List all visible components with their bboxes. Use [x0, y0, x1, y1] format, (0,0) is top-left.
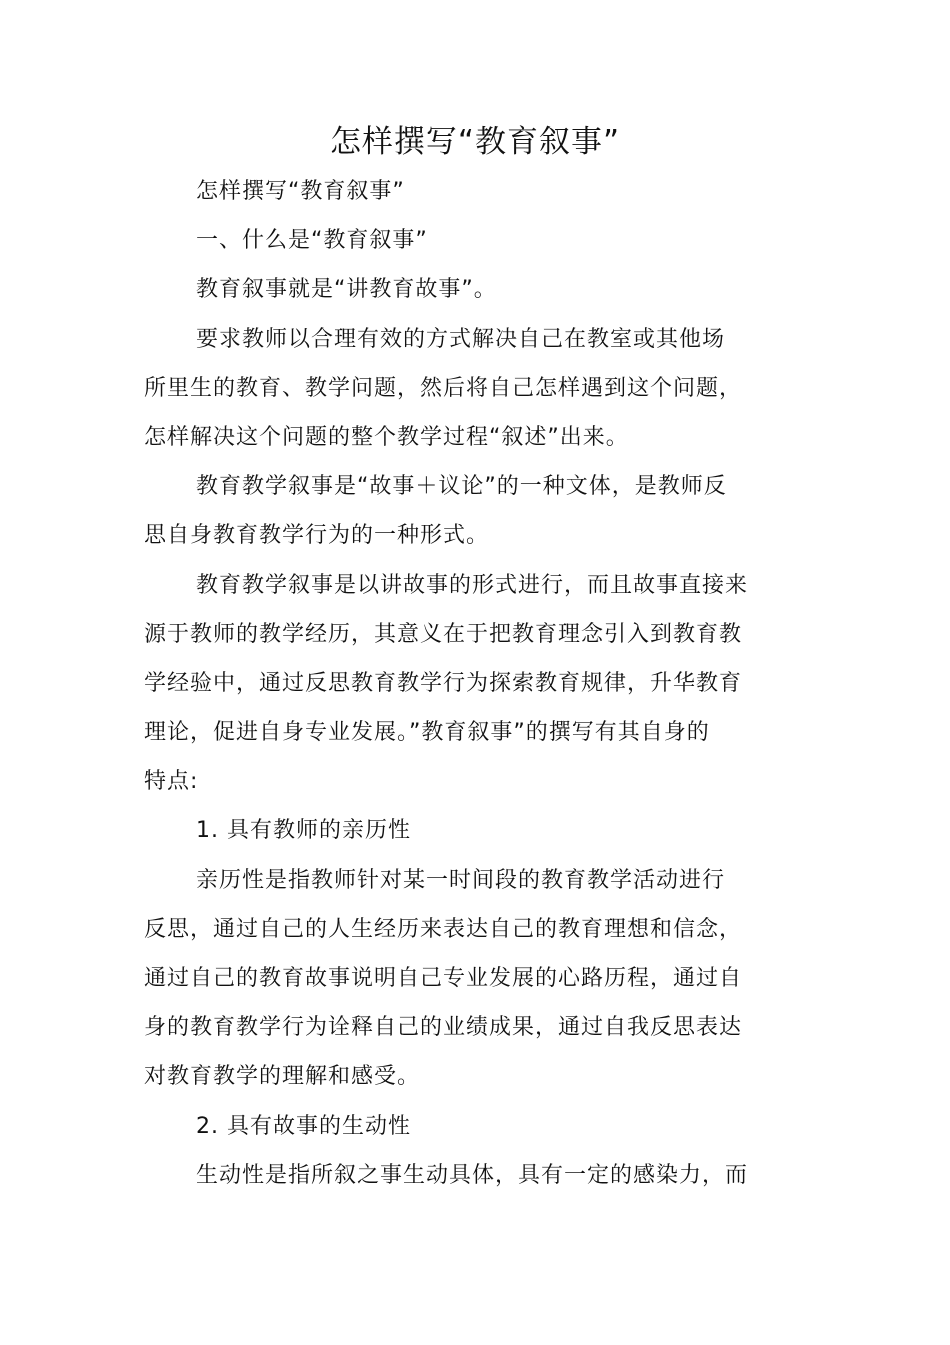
text-line: 源于教师的教学经历，其意义在于把教育理念引入到教育教: [144, 621, 743, 647]
text-line: 2. 具有故事的生动性: [196, 1113, 411, 1139]
text-line: 学经验中，通过反思教育教学行为探索教育规律，升华教育: [144, 670, 743, 696]
text-line: 所里生的教育、教学问题，然后将自己怎样遇到这个问题，: [144, 375, 743, 401]
text-line: 通过自己的教育故事说明自己专业发展的心路历程，通过自: [144, 966, 743, 991]
text-line: 对教育教学的理解和感受。: [144, 1064, 421, 1090]
text-line: 教育叙事就是“讲教育故事”。: [196, 277, 497, 303]
text-line: 教育教学叙事是“故事＋议论”的一种文体，是教师反: [196, 474, 727, 500]
text-line: 理论，促进自身专业发展。”教育叙事”的撰写有其自身的: [144, 720, 710, 746]
text-line: 生动性是指所叙之事生动具体，具有一定的感染力，而: [196, 1162, 749, 1188]
text-line: 身的教育教学行为诠释自己的业绩成果，通过自我反思表达: [144, 1015, 743, 1041]
document-title: 怎样撰写“教育叙事”: [329, 124, 621, 160]
text-line: 要求教师以合理有效的方式解决自己在教室或其他场: [196, 326, 726, 352]
text-line: 思自身教育教学行为的一种形式。: [144, 523, 490, 549]
text-line: 怎样撰写“教育叙事”: [196, 179, 405, 204]
text-line: 怎样解决这个问题的整个教学过程“叙述”出来。: [144, 424, 629, 450]
document-body: [144, 167, 750, 1200]
text-line: 反思，通过自己的人生经历来表达自己的教育理想和信念，: [144, 916, 743, 942]
text-line: 亲历性是指教师针对某一时间段的教育教学活动进行: [196, 867, 726, 893]
text-line: 教育教学叙事是以讲故事的形式进行，而且故事直接来: [196, 572, 749, 598]
text-line: 一、什么是“教育叙事”: [196, 228, 428, 254]
text-line: 特点:: [144, 769, 199, 795]
text-line: 1. 具有教师的亲历性: [196, 818, 411, 844]
